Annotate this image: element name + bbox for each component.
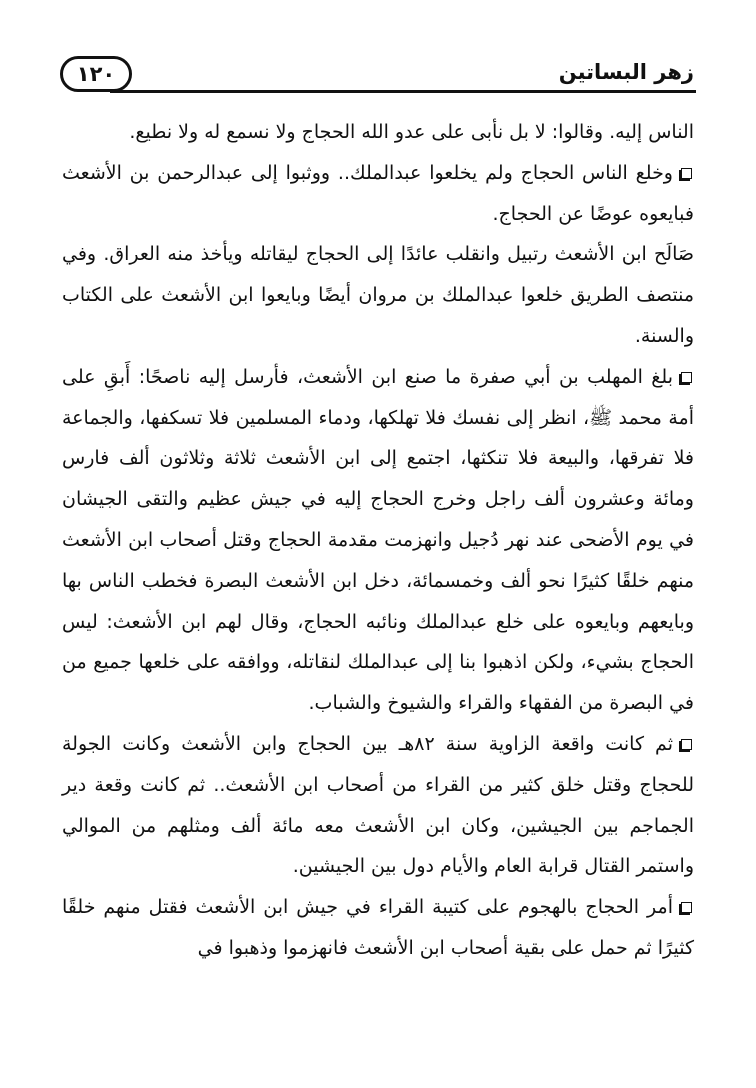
paragraph-text: أمر الحجاج بالهجوم على كتيبة القراء في جيش ابن الأشعث فقتل منهم خلقًا كثيرًا ثم حمل على بقية أصحاب ابن الأشعث فانهزموا وذهبوا في (62, 896, 694, 959)
paragraph-3 (62, 234, 694, 356)
page-header (60, 50, 696, 98)
paragraph-text: وخلع الناس الحجاج ولم يخلعوا عبدالملك.. ووثبوا إلى عبدالرحمن بن الأشعث فبايعوه عوضًا عن الحجاج. (62, 161, 694, 225)
page-body (62, 112, 694, 969)
paragraph-2 (62, 153, 694, 235)
paragraph-4 (62, 357, 694, 724)
paragraph-1 (62, 112, 694, 153)
paragraph-marker-icon (681, 168, 692, 179)
paragraph-5 (62, 724, 694, 887)
page-number: ١٢٠ (60, 56, 132, 92)
paragraph-text: الناس إليه. وقالوا: لا بل نأبى على عدو الله الحجاج ولا نسمع له ولا نطيع. (129, 121, 694, 143)
paragraph-marker-icon (681, 372, 692, 383)
paragraph-text: ثم كانت واقعة الزاوية سنة ٨٢هـ بين الحجاج وابن الأشعث وكانت الجولة للحجاج وقتل خلق كثير من القراء من أصحاب ابن الأشعث.. ثم كانت وقعة دير الجماجم بين الجيشين، وكان ابن الأشعث معه مائة ألف ومثلهم من الموالي واستمر القتال قرابة العام والأيام دول بين الجيشين. (62, 732, 694, 878)
paragraph-marker-icon (681, 902, 692, 913)
book-title: زهر البساتين (558, 60, 694, 84)
paragraph-text: بلغ المهلب بن أبي صفرة ما صنع ابن الأشعث، فأرسل إليه ناصحًا: أَبقِ على أمة محمد ﷺ، انظر إلى نفسك فلا تهلكها، ودماء المسلمين فلا تسكفها، والجماعة فلا تفرقها، والبيعة فلا تنكثها، اجتمع إلى ابن الأشعث ثلاثة وثلاثون ألف فارس ومائة وعشرون ألف راجل وخرج الحجاج إليه في جيش عظيم والتقى الجيشان في يوم الأضحى عند نهر دُجيل وانهزمت مقدمة الحجاج وقتل أصحاب ابن الأشعث منهم خلقًا كثيرًا نحو ألف وخمسمائة، دخل ابن الأشعث البصرة فخطب الناس بها وبايعهم وبايعوه على خلع عبدالملك ونائبه الحجاج، وقال لهم ابن الأشعث: ليس الحجاج بشيء، ولكن اذهبوا بنا إلى عبدالملك لنقاتله، ووافقه على خلعها جميع من في البصرة من الفقهاء والقراء والشيوخ والشباب. (62, 365, 694, 715)
header-rule (110, 90, 696, 93)
paragraph-6 (62, 887, 694, 969)
paragraph-text: صَالَح ابن الأشعث رتبيل وانقلب عائدًا إلى الحجاج ليقاتله ويأخذ منه العراق. وفي منتصف الطريق خلعوا عبدالملك بن مروان أيضًا وبايعوا ابن الأشعث على الكتاب والسنة. (62, 243, 694, 347)
paragraph-marker-icon (681, 739, 692, 750)
